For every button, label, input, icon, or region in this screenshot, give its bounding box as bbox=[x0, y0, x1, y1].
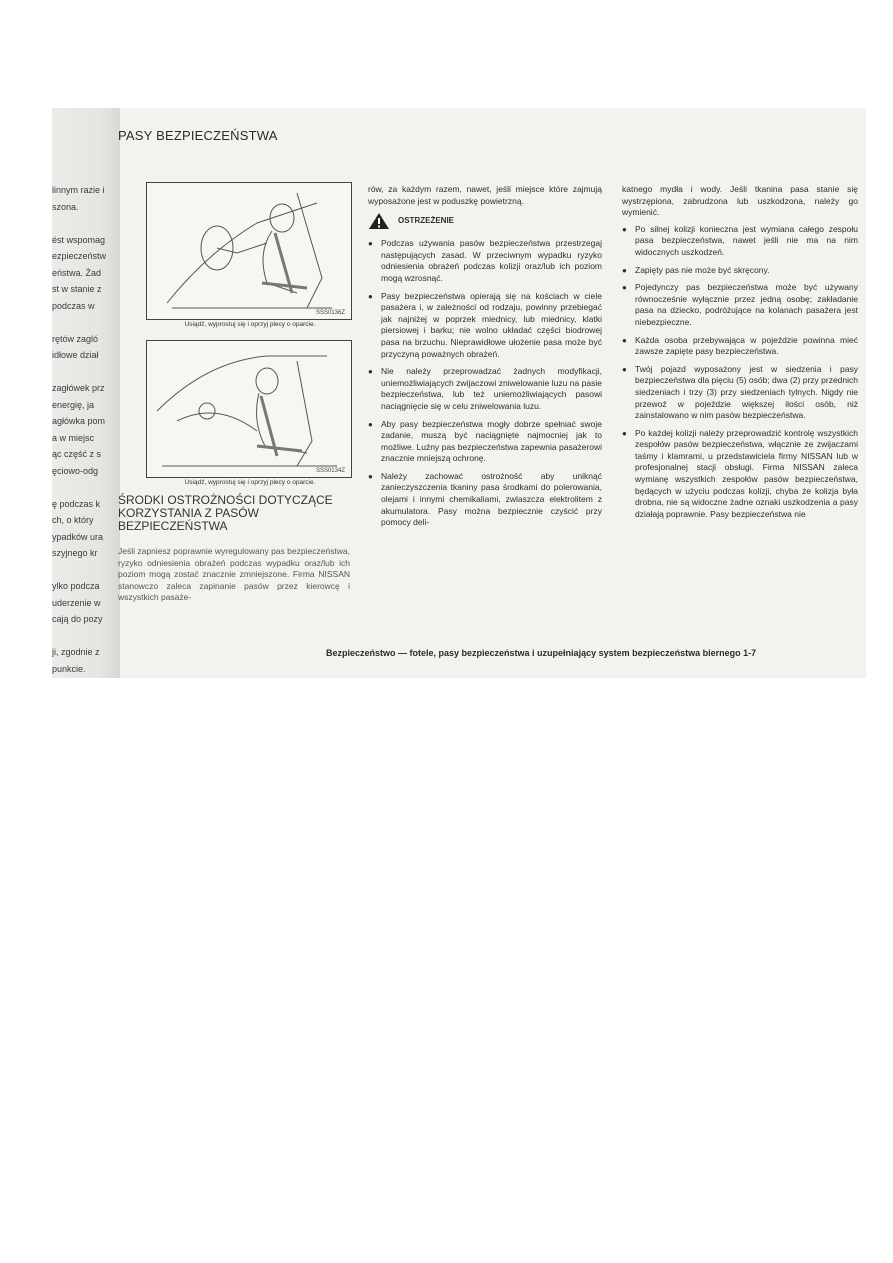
middle-intro: rów, za każdym razem, nawet, jeśli miejsce które zajmują wyposażone jest w poduszkę powietrzną. bbox=[368, 184, 602, 206]
bullet-item: ● Twój pojazd wyposażony jest w siedzenia i pasy bezpieczeństwa dla pięciu (5) osób; dwa (2) przy przednich siedzeniach i trzy (3) przy siedzeniach tylnych. Nigdy nie przewoź w pojeździe większej ilości osób, niż zainstalowano w nim pasów bezpieczeństwa. bbox=[622, 364, 858, 422]
left-fragment-line: ji, zgodnie z bbox=[52, 647, 100, 657]
left-fragment-line: st w stanie z bbox=[52, 284, 102, 294]
warning-triangle-icon bbox=[368, 212, 390, 230]
bullet-item: ● Każda osoba przebywająca w pojeździe powinna mieć zawsze zapięte pasy bezpieczeństwa. bbox=[622, 335, 858, 358]
figure-caption: Usiądź, wyprostuj się i oprzyj plecy o oparcie. bbox=[184, 321, 316, 328]
bullet-item: ● Po każdej kolizji należy przeprowadzić kontrolę wszystkich zespołów pasów bezpieczeństwa, włącznie ze zwijaczami taśmy i klamrami, u przedstawiciela firmy NISSAN lub w profesjonalnej stacji obsługi. Firma NISSAN zaleca wymianę wszystkich zespołów pasów bezpieczeństwa, będących w użyciu podczas kolizji, chyba że kolizja była drobna, nie są widoczne żadne oznaki uszkodzenia a pasy działają poprawnie. Pasy bezpieczeństwa nie bbox=[622, 428, 858, 521]
bullet-item: ● Należy zachować ostrożność aby uniknąć zanieczyszczenia tkaniny pasa środkami do polerowania, olejami i innymi chemikaliami, zwlaszcza elektrolitem z akumulatora. Pasy można bezpiecznie czyścić przy pomocy deli- bbox=[368, 471, 602, 529]
figure-driver-seated bbox=[146, 182, 352, 320]
left-fragment-line: ę podczas k bbox=[52, 498, 101, 509]
middle-column bbox=[368, 184, 602, 535]
left-fragment-line: agłówka pom bbox=[52, 416, 106, 426]
left-fragment-line: ąc część z s bbox=[52, 449, 102, 459]
bullet-item: ● Aby pasy bezpieczeństwa mogły dobrze spełniać swoje zadanie, muszą być naciągnięte najmocniej jak to możliwe. Luźny pas bezpieczeństwa zapewnia pasażerowi znacznie mniejszą ochronę. bbox=[368, 419, 602, 465]
bullet-item: ● Nie należy przeprowadzać żadnych modyfikacji, uniemożliwiających zwijaczowi zniwelowanie luzu na pasie bezpieczeństwa, lub też uniemożliwiających pasowi naciągnięcie się w celu zniwelowania luzu. bbox=[368, 366, 602, 412]
page-footer: Bezpieczeństwo — fotele, pasy bezpieczeństwa i uzupełniający system bezpieczeństwa biernego 1-7 bbox=[326, 648, 757, 658]
bullet-item: ● Pasy bezpieczeństwa opierają się na kościach w ciele pasażera i, w zależności od rodzaju, powinny przebiegać jak najniżej w poprzek miednicy, lub miednicy, klatki piersiowej i barku; nie wolno układać części biodrowej pasa na brzuchu. Nieprawidłowe ułożenie pasa może być przyczyną poważnych obrażeń. bbox=[368, 291, 602, 361]
left-fragment-line: linnym razie i bbox=[52, 185, 105, 195]
left-fragment-line: ezpieczeństw bbox=[52, 251, 107, 261]
bullet-item: ● Pojedynczy pas bezpieczeństwa może być używany równocześnie wyłącznie przez jedną osobę; zakładanie pasa na dziecko, podróżujące na kolanach pasażera jest niebezpieczne. bbox=[622, 282, 858, 328]
left-fragment-line: rętów zagló bbox=[52, 333, 99, 344]
left-fragment-line: ylko podcza bbox=[52, 581, 100, 591]
bullet-item: ● Po silnej kolizji konieczna jest wymiana całego zespołu pasa bezpieczeństwa, nawet jeśli nie ma na nim widocznych uszkodzeń. bbox=[622, 224, 858, 259]
left-fragment-line: zagłówek prz bbox=[52, 383, 105, 393]
left-fragment-line: szona. bbox=[52, 201, 79, 212]
figure-code: SSS0136Z bbox=[315, 310, 345, 316]
left-fragment-line: idłowe dział bbox=[52, 350, 99, 360]
passenger-illustration bbox=[147, 341, 351, 477]
left-fragment-line: eństwa. Żad bbox=[52, 267, 102, 278]
left-fragment-line: cają do pozy bbox=[52, 614, 103, 624]
warning-label: OSTRZEŻENIE bbox=[398, 216, 455, 226]
section-body bbox=[118, 546, 350, 609]
warning-heading bbox=[368, 212, 602, 230]
left-fragment-line: punkcie. bbox=[52, 663, 86, 674]
warning-bullet-list bbox=[368, 238, 602, 529]
page-header-title: PASY BEZPIECZEŃSTWA bbox=[118, 128, 278, 143]
left-fragment-line: ést wspomag bbox=[52, 234, 106, 245]
left-fragment-line: szyjnego kr bbox=[52, 548, 98, 558]
left-fragment-line: ypadków ura bbox=[52, 531, 104, 542]
right-column bbox=[622, 184, 858, 526]
right-bullet-list bbox=[622, 224, 858, 521]
figure-code: SSS0134Z bbox=[315, 468, 345, 474]
left-fragment-line: ęciowo-odg bbox=[52, 465, 99, 476]
bullet-item: ● Zapięty pas nie może być skręcony. bbox=[622, 265, 858, 277]
left-fragment-line: podczas w bbox=[52, 300, 95, 311]
left-fragment-line: energię, ja bbox=[52, 399, 95, 410]
previous-page-edge bbox=[52, 108, 120, 678]
figure-passenger-seated bbox=[146, 340, 352, 478]
section-paragraph: Jeśli zapniesz poprawnie wyregulowany pas bezpieczeństwa, ryzyko odniesienia obrażeń podczas wypadku oraz/lub ich poziom mogą zostać znacznie zmniejszone. Firma NISSAN stanowczo zaleca zapinanie pasów przez kierowcę i wszystkich pasaże- bbox=[118, 546, 350, 603]
right-intro: katnego mydła i wody. Jeśli tkanina pasa stanie się wystrzępiona, zabrudzona lub uszkodzona, należy go wymienić. bbox=[622, 184, 858, 218]
bullet-item: ● Podczas używania pasów bezpieczeństwa przestrzegaj następujących zasad. W przeciwnym wypadku ryzyko odniesienia obrażeń podczas kolizji oraz/lub ich poziom mogą wzrosnąć. bbox=[368, 238, 602, 284]
section-title: ŚRODKI OSTROŻNOŚCI DOTYCZĄCE KORZYSTANIA Z PASÓW BEZPIECZEŃSTWA bbox=[118, 493, 333, 533]
left-fragment-line: ch, o który bbox=[52, 515, 94, 525]
figure-caption: Usiądź, wyprostuj się i oprzyj plecy o oparcie. bbox=[184, 479, 316, 486]
left-fragment-line: a w miejsc bbox=[52, 432, 95, 443]
left-fragment-line: uderzenie w bbox=[52, 597, 101, 608]
driver-illustration bbox=[147, 183, 351, 319]
